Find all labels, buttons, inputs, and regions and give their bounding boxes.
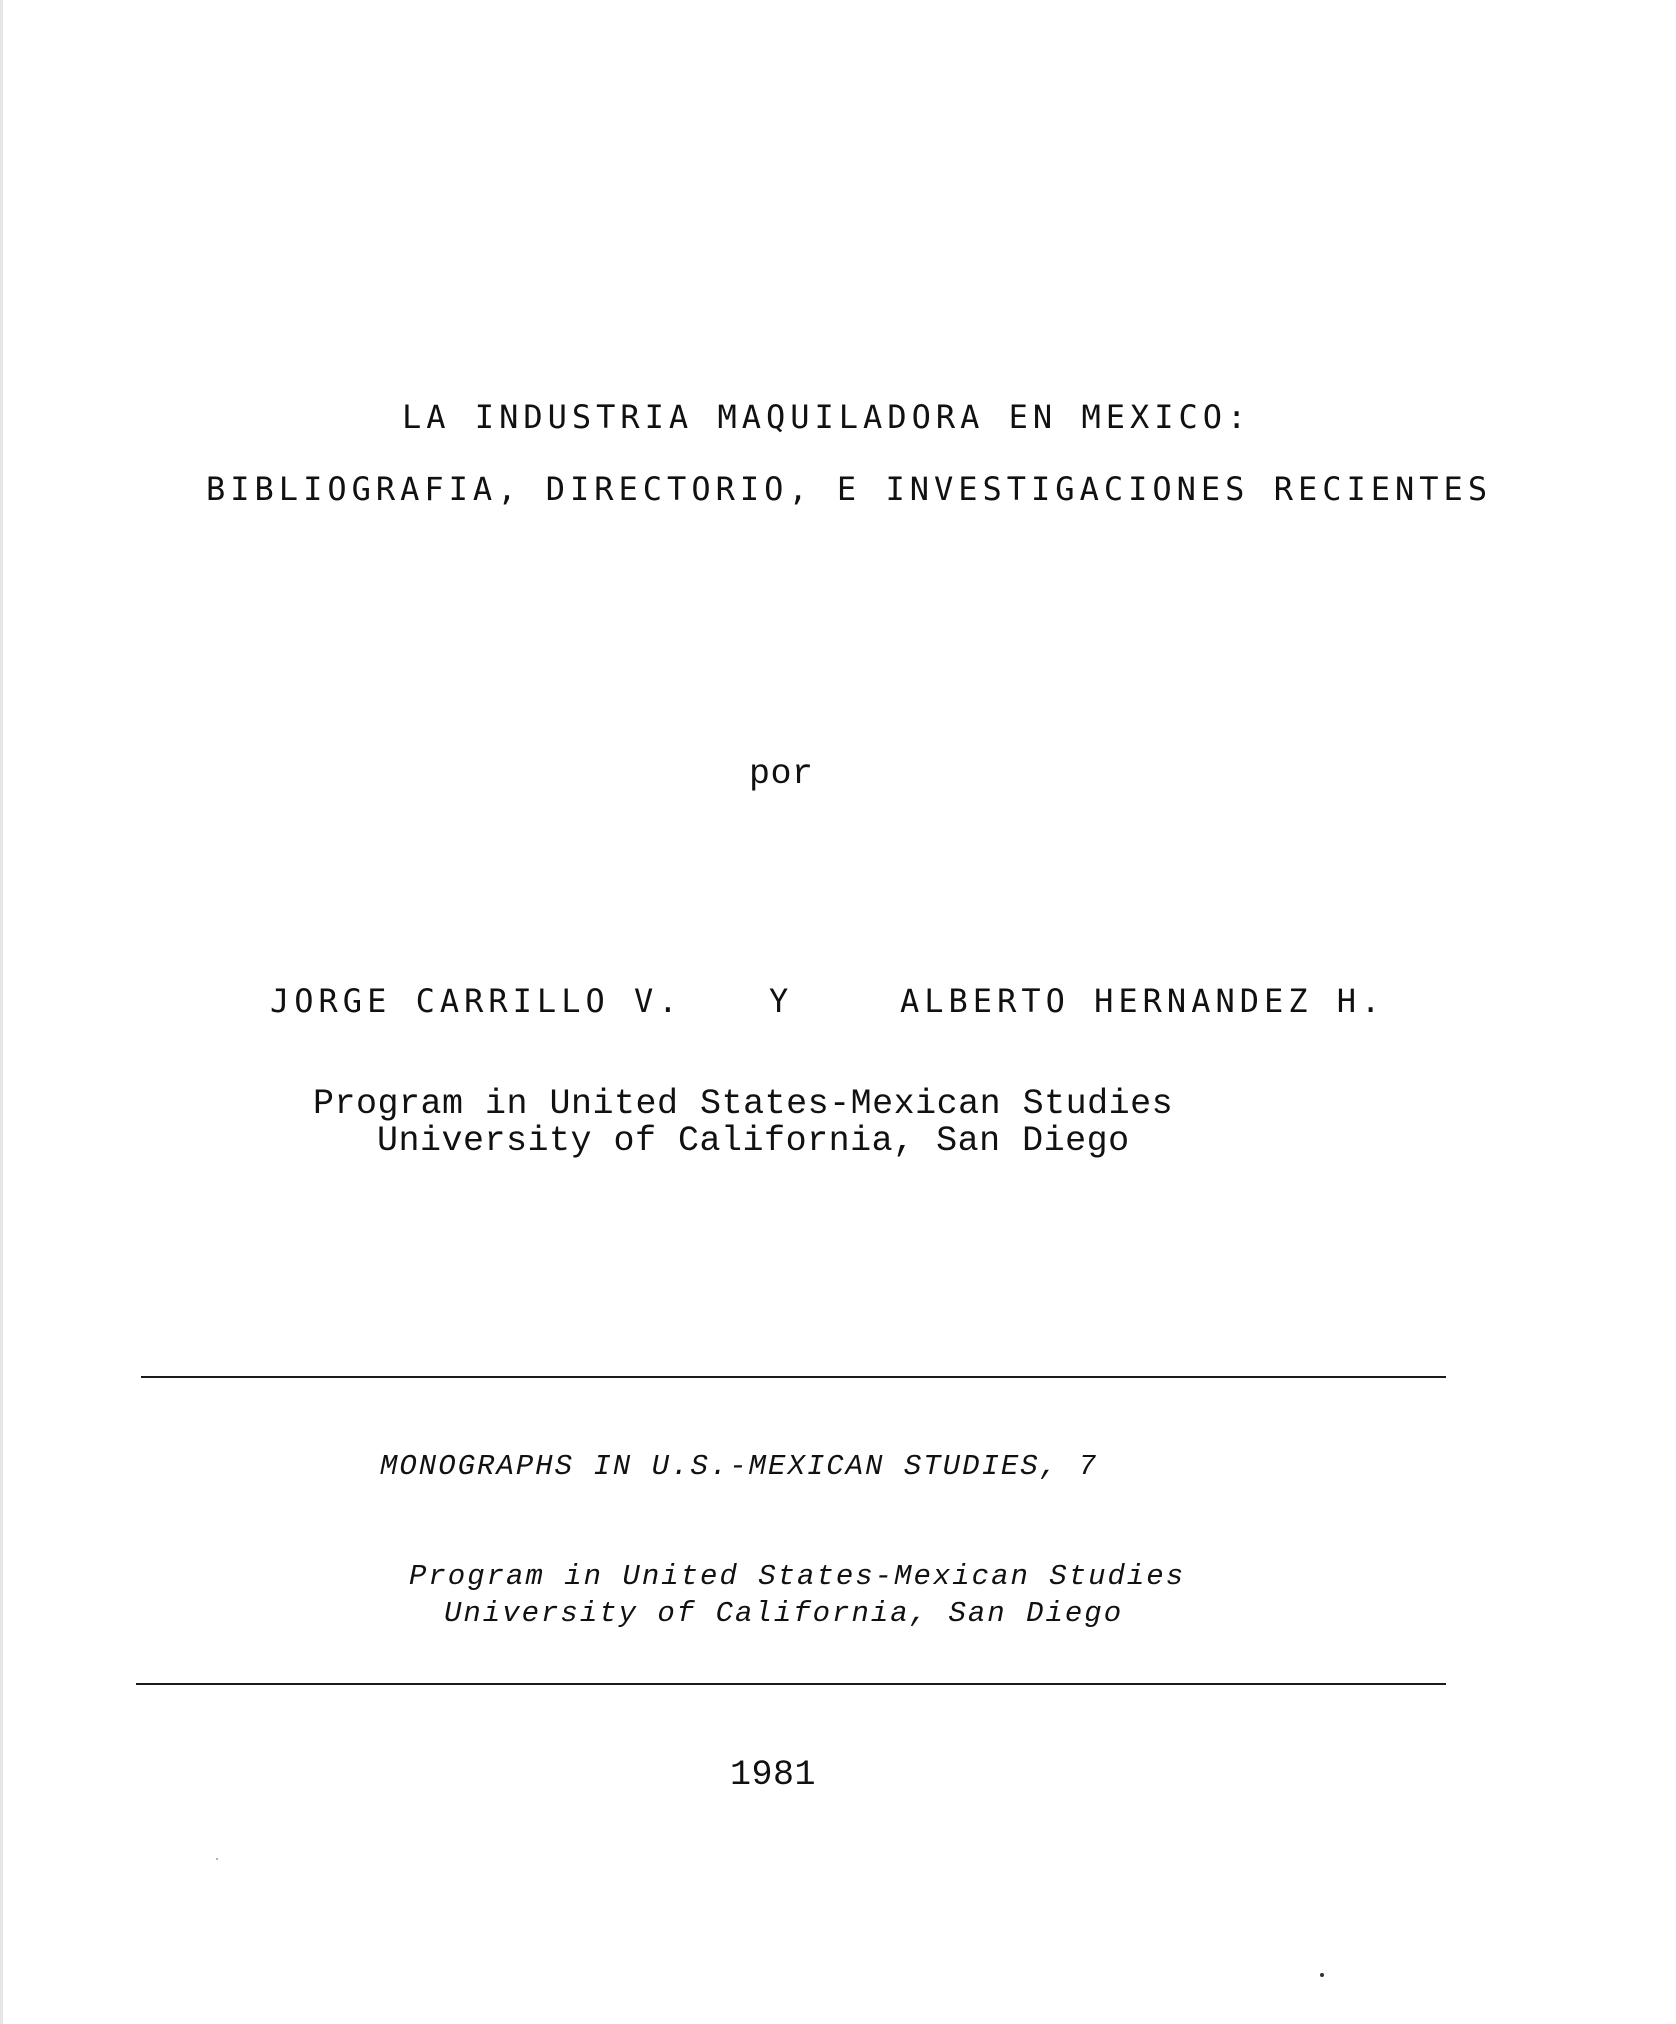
byline: por <box>749 754 814 794</box>
page-edge <box>0 0 3 2024</box>
publisher-line-1: Program in United States-Mexican Studies <box>409 1560 1186 1593</box>
bottom-divider <box>136 1683 1446 1685</box>
title-line-2: BIBLIOGRAFIA, DIRECTORIO, E INVESTIGACIONES RECIENTES <box>206 470 1493 508</box>
paper-speck <box>216 1858 218 1860</box>
title-line-1: LA INDUSTRIA MAQUILADORA EN MEXICO: <box>402 398 1252 436</box>
top-divider <box>141 1376 1446 1378</box>
series-title: MONOGRAPHS IN U.S.-MEXICAN STUDIES, 7 <box>380 1450 1098 1483</box>
affiliation-line-2: University of California, San Diego <box>377 1121 1130 1161</box>
author-second: ALBERTO HERNANDEZ H. <box>900 982 1386 1020</box>
affiliation-line-1: Program in United States-Mexican Studies <box>313 1084 1174 1124</box>
author-conjunction: Y <box>769 982 794 1020</box>
author-first: JORGE CARRILLO V. <box>270 982 683 1020</box>
paper-speck <box>1320 1973 1324 1977</box>
publisher-line-2: University of California, San Diego <box>444 1597 1124 1630</box>
publication-year: 1981 <box>730 1755 817 1795</box>
